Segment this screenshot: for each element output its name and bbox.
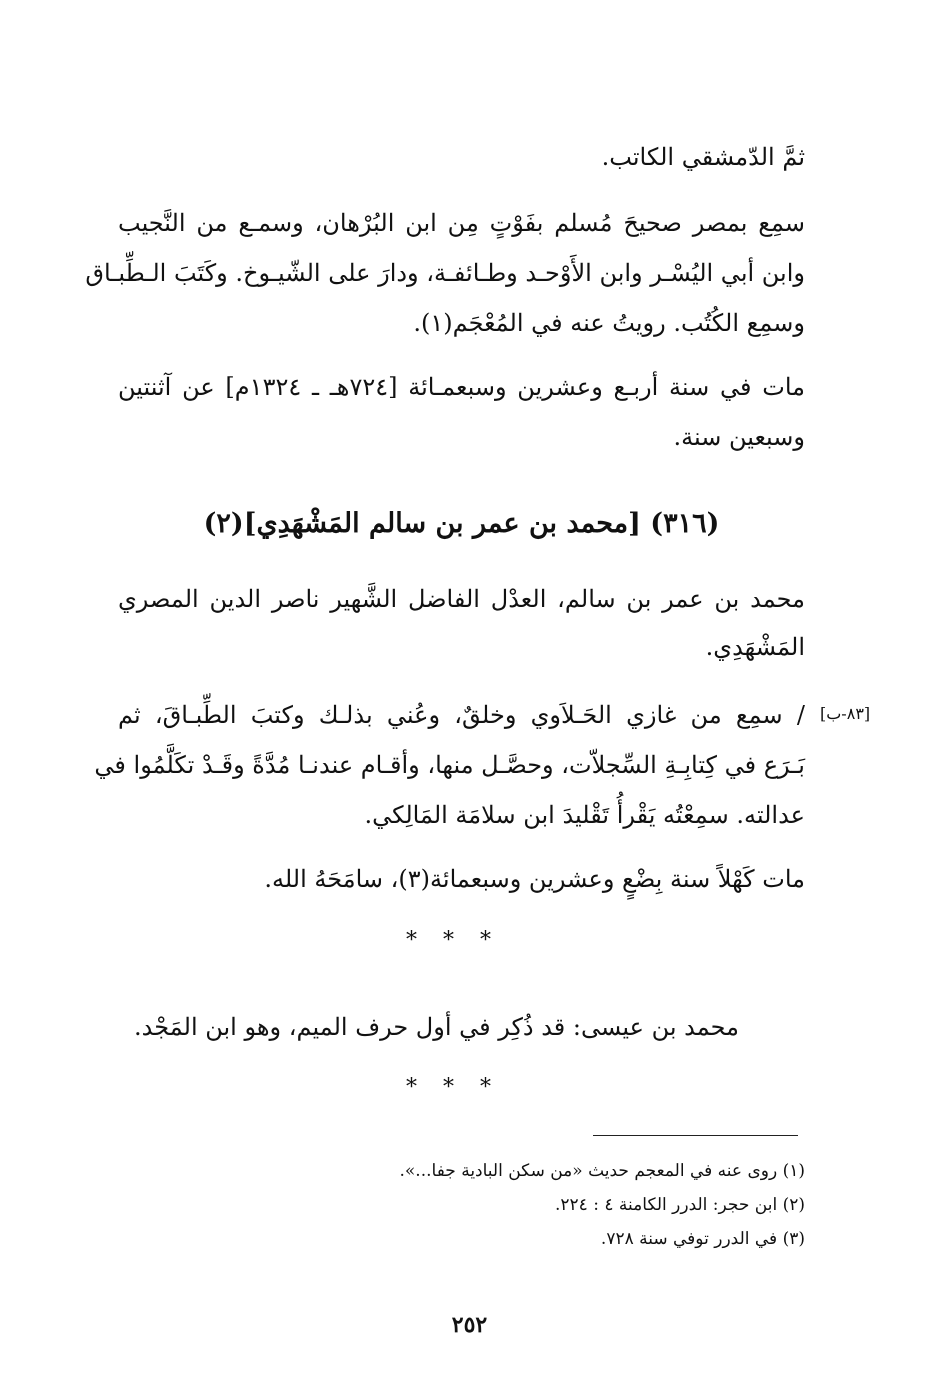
footnote-rule bbox=[593, 1135, 798, 1136]
text-line: ثمَّ الدّمشقي الكاتب. bbox=[601, 143, 805, 171]
text-line: وابن أبي اليُسْـر وابن الأَوْحـد وطـائفـة، ودارَ على الشّيـوخ. وكَتَبَ الـطِّبـاق bbox=[85, 259, 805, 287]
text-line: مات في سنة أربـع وعشرين وسبعمـائة [٧٢٤هـ ـ ١٣٢٤م] عن آثنتين bbox=[118, 373, 806, 401]
text-line: وسبعين سنة. bbox=[673, 423, 805, 451]
text-line: بَـرَع في كِتابِـةِ السِّجلاّت، وحصَّـل منها، وأقـام عندنـا مُدَّةً وقَـدْ تكَلَّمُوا في bbox=[94, 751, 805, 779]
text-line: محمد بن عمر بن سالم، العدْل الفاضل الشَّهير ناصر الدين المصري bbox=[118, 585, 805, 613]
footnote: (٣) في الدرر توفي سنة ٧٢٨. bbox=[600, 1229, 805, 1249]
page-number: ٢٥٢ bbox=[451, 1312, 488, 1338]
text-line: / سمِع من غازي الحَـلاَوي وخلقٌ، وعُني بذلـك وكتبَ الطِّبـاقَ، ثم bbox=[118, 701, 805, 729]
section-separator: *** bbox=[406, 1075, 517, 1100]
text-line: المَشْهَدِي. bbox=[705, 633, 805, 661]
text-line: مات كَهْلاً سنة بِضْعٍ وعشرين وسبعمائة(٣)، سامَحَهُ الله. bbox=[264, 865, 805, 893]
text-line: عدالته. سمِعْتُه يَقْرأُ تَقْليدَ ابن سلامَة المَالِكي. bbox=[364, 801, 805, 829]
footnote: (١) روى عنه في المعجم حديث «من سكن البادية جفا...». bbox=[399, 1161, 805, 1181]
footnote: (٢) ابن حجر: الدرر الكامنة ٤ : ٢٢٤. bbox=[555, 1195, 805, 1215]
text-line: وسمِع الكُتُب. رويتُ عنه في المُعْجَم(١). bbox=[413, 309, 805, 337]
section-separator: *** bbox=[406, 928, 517, 953]
entry-title: (٣١٦) [محمد بن عمر بن سالم المَشْهَدِي](٢) bbox=[203, 508, 720, 539]
text-line: سمِع بمصر صحيحَ مُسلم بفَوْتٍ مِن ابن البُرْهان، وسمـع من النَّجيب bbox=[118, 209, 805, 237]
text-line: محمد بن عيسى: قد ذُكِر في أول حرف الميم، وهو ابن المَجْد. bbox=[134, 1013, 739, 1041]
folio-margin-note: [٨٣-ب] bbox=[820, 704, 871, 723]
